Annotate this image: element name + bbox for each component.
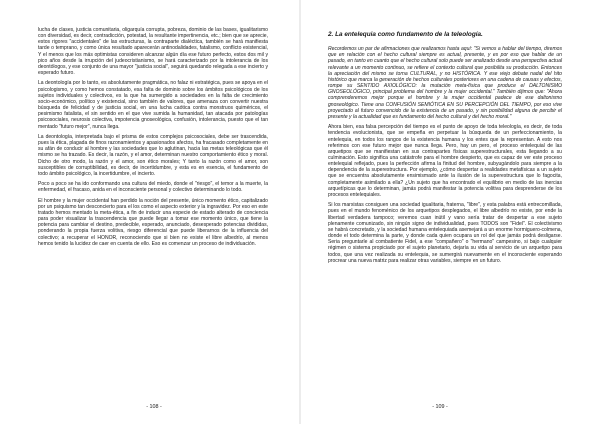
page-number: - 109 - xyxy=(432,404,448,410)
right-page xyxy=(300,0,600,424)
left-page-text-column xyxy=(38,27,268,251)
body-paragraph: lucha de clases, justicia comunitaria, oligarquía corrupta, pobreza, dominio de las bases, igualitarismo con diversidad, es decir, contradicción, potestad, la resultante impertinencia, etc.; bien que se aprecie, estos rigores "accidentales" de las estructuras, la contraparte dialéctica, también se hará manifiesta tarde o temprano, y como única resultado aparecerán antinodalidades, fatalismo, conflicto existencial, Y el menos que los más optimistas consideren alcanzar algún día ese futuro perfecto, estos dos mil y pico años desde la irrupción del judeocristianismo, se hará caracterizado por la intolerancia de los deontólogos, y ese conjunto de una mayor "justicia social", seguirá quedando relegada a ese incierto y esperado futuro. xyxy=(38,27,268,77)
body-paragraph: Si los marxistas consiguen una sociedad igualitaria, fraterna, "libre", y esta palabra está entrecomillada, pues en el mundo fenoménico de los arquetipos desplegados, el libre albedrío no existe, por ende la libertad verdadera tampoco; veremos cuan inútil y vano sería tratar de despertar a ese sujeto plenamente comunizado, sin ningún signo de individualidad, pues TODOS son "Fidel". El colectivismo se habrá concretado, y la sociedad humana entelequiada asemejará a un enorme hormiguero-colmena, donde el todo determina la parte, y donde cada quien ocupara un rol del que jamás podrá desligarse. Seria preguntarle al combatiente Fidel, a ese "compañero" o "hermano" campesino, si bajo cualquier régimen o sistema propiciado por el sujeto planetario, dejaría su vida al servicio de un arquetipo para todos, que una vez realizada su entelequia, se sumergirá nuevamente en el inconsciente esperando procrear una nueva matriz para realizar otras variables, siempre en un futuro. xyxy=(328,202,562,264)
right-page-text-column xyxy=(328,32,562,268)
body-paragraph: La deontología por lo tanto, es absolutamente pragmática, no falaz ni estratégica, pues se apoya en el psicologismo, y como hemos constatado, esa falta de dominio sobre los ámbitos psicológicos de los sujetos individuales y colectivos, es la que ha sumergido a sociedades en la falta de crecimiento socio-económico, político y existencial, sino también de valores, que amenaza con convertir nuestra búsqueda de felicidad y de justicia social, en una lucha caótica contra monstruos quiméricos, el pesimismo fatalista, el sin sentido en el que vive sumida la humanidad, tan atacada por patologías psicosociales, neurosis colectiva, impotencia gnoseológica, confusión, intolerancia, puesto que el tan mentado "futuro mejor", nunca llega. xyxy=(38,80,268,130)
body-paragraph: Ahora bien, esa falsa percepción del tiempo es el punto de apoyo de toda teleología, es decir, de toda tendencia evolucionista, que se empeña en perpetuar la búsqueda de un perfeccionamiento, la entelequia, en todos los rangos de la existencia humana y los entes que la representan. A esto nos referimos con ese futuro mejor que nunca llega. Pero, hay un pero, el proceso entelequial de las arquetipos que se manifiestan en sus contrapartes físicas superestructurales, esta llegando a su culminación. Esto significa una catástrofe para el hombre despierto, que es capaz de ver este proceso entelequial reflejado, pues la perfección afirma la finitud del hombre, subyugándolo para siempre a la dependencia de la superestructura. Por ejemplo, ¿cómo despertar a realidades metafísicas a un sujeto que se encuentra absolutamente ensimismado ante la ilusión de la superestructura que lo fagocita, completamente asimilado a ella? ¿Un sujeto que ha encontrado el equilibrio en medio de las inercias arquetípicas que lo determinan, jamás podrá manifestar la potencia volitiva para desprenderse de los procesos entelequiales. xyxy=(328,124,562,198)
quoted-passage: Recordemos un par de afirmaciones que realizamos hasta aquí: "Si vemos a hablar del tiempo, diremos que en relación con el hecho cultural siempre es actual, presente, y es por eso que hablar de un pasado, en tanto en cuanto que el hecho cultural solo puede ser analizado desde una perspectiva actual relevante a un momento continuo, se refiere el contexto cultural que posibilita su producción. Entonces la apreciación del mismo se torna CULTURAL, y no HISTÓRICA. Y ese viejo debate nadal del hito histórico que marca la generación de hechos culturales posteriores en una cadena de causas y efectos, rompe su SENTIDO AXIOLÓGICO: la mutación meta-física que produce el DALTONISMO GNOSEOLÓGICO, principal problema del hombre y la mujer occidental." También dijimos que: "Ahora comprenderemos mejor porque el hombre y la mujer occidental padece de ese daltonismo gnoseológico. Tiene una CONFUSIÓN SEMIÓTICA EN SU PERCEPCIÓN DEL TIEMPO, por eso vive proyectado al futuro convencido de la existencia de un pasado, y sin posibilidad alguna de percibir el presente y la actualidad que es fundamento del hecho cultural y del hecho moral." xyxy=(328,46,562,120)
page-number: - 108 - xyxy=(146,404,162,410)
section-heading: 2. La entelequia como fundamento de la teleología. xyxy=(328,31,483,38)
body-paragraph: El hombre y la mujer occidental han perdido la noción del presente, único momento ético, capitalizado por un psiquismo tan desconcierto para el los como el aspecto exterior y la ingravidez. Por eso en este tratado hemos mentado la meta-ética, a fin de inducir una especie de estado alterado de conciencia para poder visualizar la trascendencia que puede llegar a tomar ese momento único, que tiene la potencia para cambiar el destino, predecible, esperado, anunciado, desesperado potencias divididas, ponderando la propia fuerza volitiva, riesgo diferencial que puede liberarnos de la influencia del colectivo; a recuperar el HONOR, reconociendo que si bien no existe el libre albedrío, al menos hemos tenido la lucidez de caer en cuenta de ello. Eso es comenzar un proceso de individuación. xyxy=(38,197,268,247)
body-paragraph: Poco a poco se ha ido conformando una cultura del miedo, donde el "riesgo", el temor a la muerte, la enfermedad, el fracaso, anida en el inconsciente personal y colectivo determinando lo todo. xyxy=(38,181,268,194)
body-paragraph: La deontología, interpretada bajo el prisma de estos complejos psicosociales, debe ser trascendida, pues la ética, plagada de finos razonamientos y apasionados afectos, ha fracasado completamente en su afán de conducir al hombre y las sociedades que lo aglutinan, hacia las metas teleológicas que él mismo se ha trazado. Es decir, la razón, y el amor, determinan nuestro comportamiento ético y moral. Dicho de otro modo, la razón y el amor, son ético morales; Y tanto la razón como el amor, son susceptibles de corruptibilidad, es decir, de incertidumbre, y esta es en esencia, el fundamento de todo ámbito psicológico, la incertidumbre, el incierto. xyxy=(38,133,268,177)
